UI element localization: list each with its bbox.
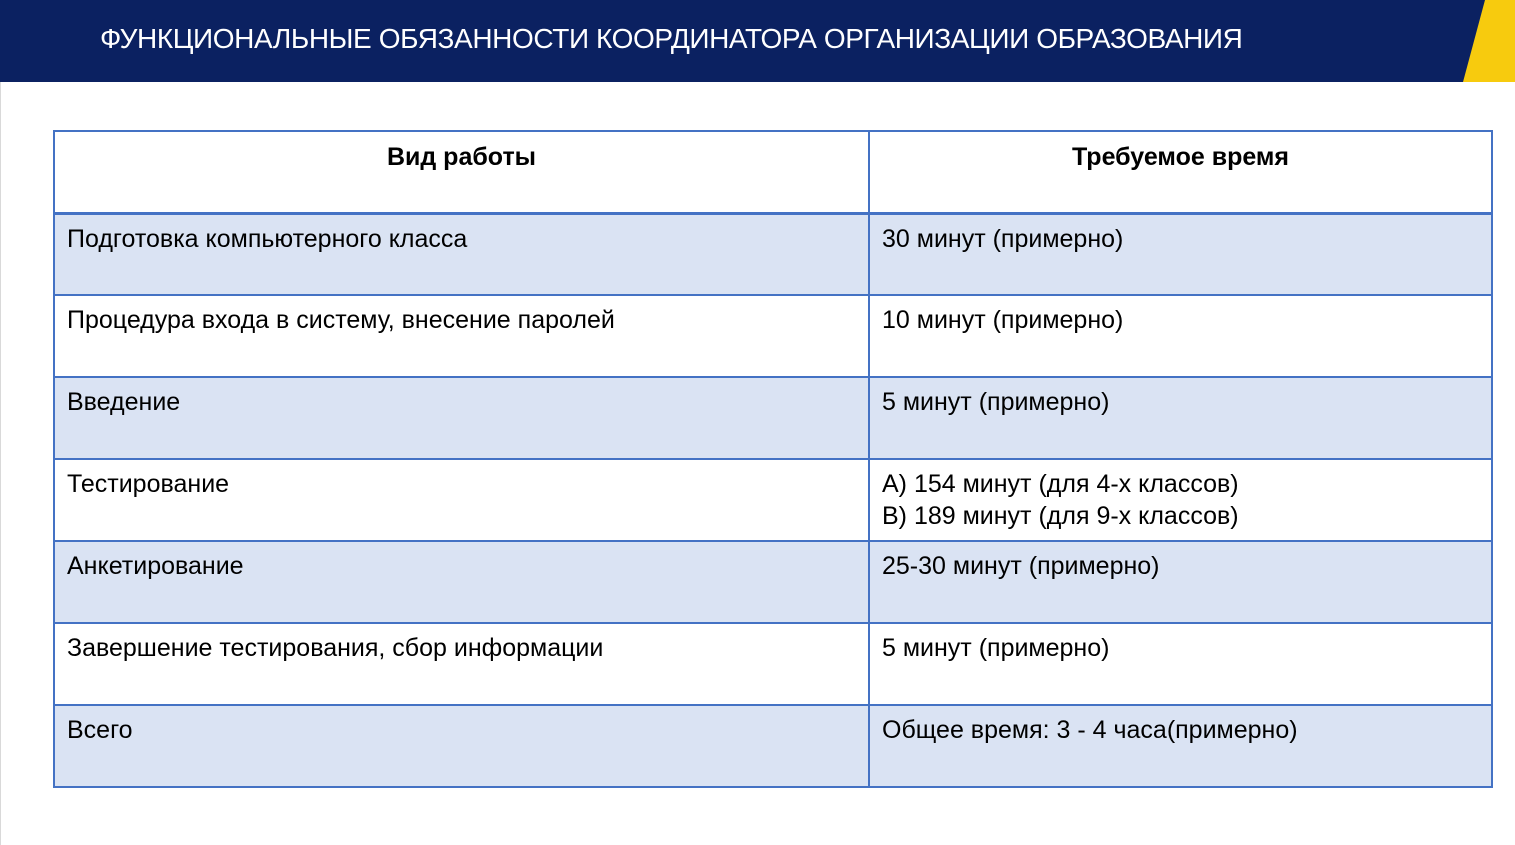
- time-value: 5 минут (примерно): [882, 388, 1110, 416]
- header-accent-stripe: [1463, 0, 1515, 82]
- time-value: 30 минут (примерно): [882, 224, 1124, 253]
- work-type-cell: Подготовка компьютерного класса: [54, 213, 869, 295]
- time-value: 10 минут (примерно): [882, 306, 1124, 334]
- duties-table: [53, 130, 1493, 788]
- required-time-cell: [869, 377, 1492, 459]
- column-header-required-time: Требуемое время: [869, 131, 1492, 213]
- table-row: [54, 459, 1492, 541]
- table-row: [54, 377, 1492, 459]
- total-time-value: Общее время: 3 - 4 часа(примерно): [882, 716, 1298, 744]
- required-time-cell: [869, 295, 1492, 377]
- required-time-cell: [869, 623, 1492, 705]
- required-time-cell: [869, 459, 1492, 541]
- required-time-cell: [869, 541, 1492, 623]
- slide-left-border: [0, 82, 1, 845]
- table-row: [54, 295, 1492, 377]
- table-row-total: [54, 705, 1492, 787]
- time-value: 5 минут (примерно): [882, 634, 1110, 662]
- column-header-work-type: Вид работы: [54, 131, 869, 213]
- work-type-cell: Завершение тестирования, сбор информации: [54, 623, 869, 705]
- table-row: [54, 541, 1492, 623]
- table-row: [54, 623, 1492, 705]
- work-type-cell: Всего: [54, 705, 869, 787]
- work-type-cell: Процедура входа в систему, внесение паролей: [54, 295, 869, 377]
- header-bar: [0, 0, 1515, 82]
- work-type-cell: Тестирование: [54, 459, 869, 541]
- work-type-cell: Введение: [54, 377, 869, 459]
- time-value: 25-30 минут (примерно): [882, 552, 1160, 580]
- page-title: ФУНКЦИОНАЛЬНЫЕ ОБЯЗАННОСТИ КООРДИНАТОРА ОРГАНИЗАЦИИ ОБРАЗОВАНИЯ: [100, 23, 1243, 54]
- table-row: [54, 213, 1492, 295]
- time-value-grade-9: В) 189 минут (для 9-х классов): [882, 502, 1239, 530]
- time-value-grade-4: А) 154 минут (для 4-х классов): [882, 470, 1239, 498]
- table-header-row: [54, 131, 1492, 213]
- work-type-cell: Анкетирование: [54, 541, 869, 623]
- required-time-cell: [869, 705, 1492, 787]
- required-time-cell: [869, 213, 1492, 295]
